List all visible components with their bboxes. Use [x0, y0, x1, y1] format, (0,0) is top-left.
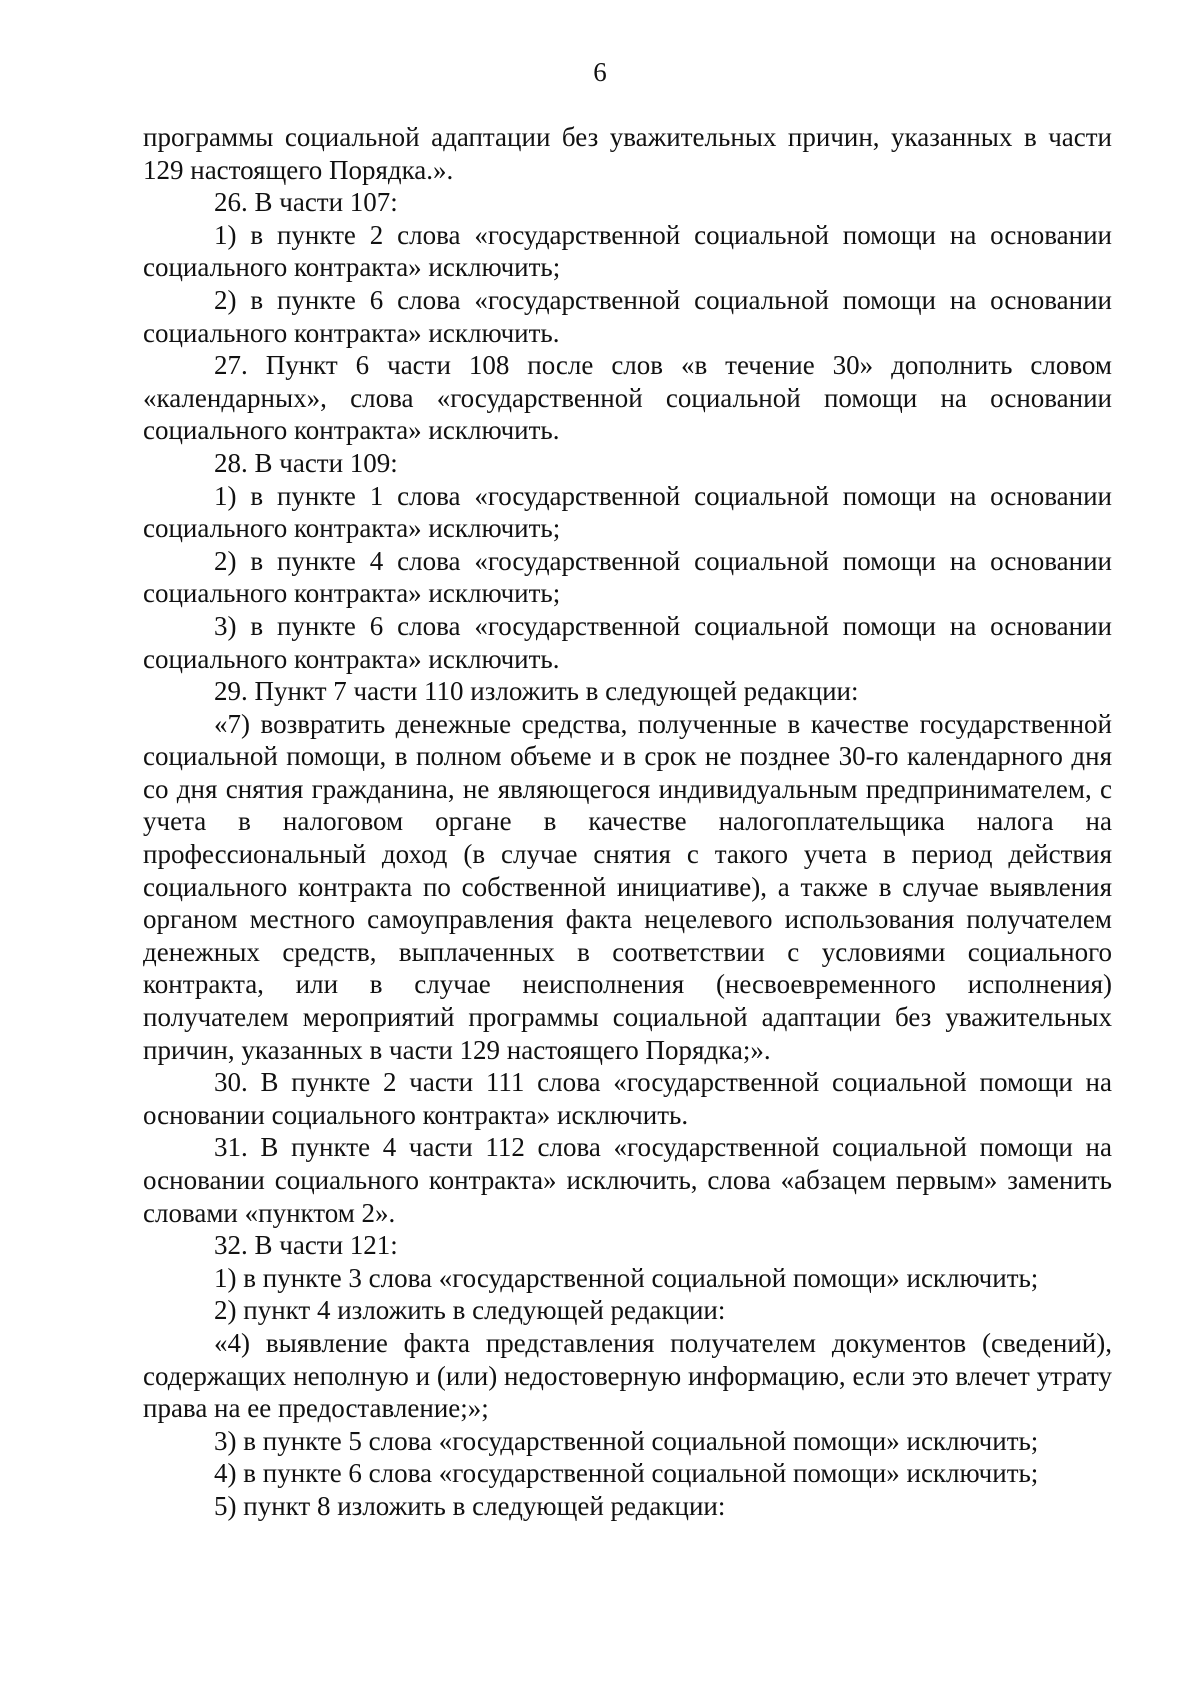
paragraph-26-item-2: 2) в пункте 6 слова «государственной социальной помощи на основании социального контракта» исключить. — [143, 284, 1112, 348]
paragraph-32: 32. В части 121: — [214, 1230, 398, 1261]
paragraph-28-item-1: 1) в пункте 1 слова «государственной социальной помощи на основании социального контракта» исключить; — [143, 480, 1112, 544]
paragraph-28: 28. В части 109: — [214, 447, 398, 478]
paragraph-29-quote: «7) возвратить денежные средства, полученные в качестве государственной социальной помощи, в полном объеме и в срок не позднее 30-го календарного дня со дня снятия гражданина, не являющегося индивидуальным предпринимателем, с учета в налоговом органе в качестве налогоплательщика налога на профессиональный доход (в случае снятия с такого учета в период действия социального контракта по собственной инициативе), а также в случае выявления органом местного самоуправления факта нецелевого использования получателем денежных средств, выплаченных в соответствии с условиями социального контракта, или в случае неисполнения (несвоевременного исполнения) получателем мероприятий программы социальной адаптации без уважительных причин, указанных в части 129 настоящего Порядка;». — [143, 708, 1112, 1065]
document-body — [143, 121, 1112, 1523]
paragraph-32-item-3: 3) в пункте 5 слова «государственной социальной помощи» исключить; — [214, 1425, 1039, 1456]
paragraph-27: 27. Пункт 6 части 108 после слов «в течение 30» дополнить словом «календарных», слова «государственной социальной помощи на основании социального контракта» исключить. — [143, 350, 1112, 446]
paragraph-32-item-1: 1) в пункте 3 слова «государственной социальной помощи» исключить; — [214, 1262, 1039, 1293]
paragraph-31: 31. В пункте 4 части 112 слова «государственной социальной помощи на основании социального контракта» исключить, слова «абзацем первым» заменить словами «пунктом 2». — [143, 1132, 1112, 1228]
paragraph-32-item-2-quote: «4) выявление факта представления получателем документов (сведений), содержащих неполную и (или) недостоверную информацию, если это влечет утрату права на ее предоставление;»; — [143, 1327, 1112, 1424]
paragraph-continuation: программы социальной адаптации без уважительных причин, указанных в части 129 настоящего Порядка.». — [143, 122, 1112, 185]
paragraph-26: 26. В части 107: — [214, 187, 398, 218]
paragraph-32-item-5: 5) пункт 8 изложить в следующей редакции: — [214, 1490, 726, 1521]
paragraph-30: 30. В пункте 2 части 111 слова «государственной социальной помощи на основании социального контракта» исключить. — [143, 1067, 1112, 1130]
paragraph-28-item-3: 3) в пункте 6 слова «государственной социальной помощи на основании социального контракта» исключить. — [143, 610, 1112, 674]
paragraph-32-item-4: 4) в пункте 6 слова «государственной социальной помощи» исключить; — [214, 1458, 1039, 1489]
page-number: 6 — [593, 57, 607, 87]
paragraph-29: 29. Пункт 7 части 110 изложить в следующей редакции: — [214, 676, 859, 707]
paragraph-32-item-2: 2) пункт 4 изложить в следующей редакции: — [214, 1295, 726, 1326]
paragraph-28-item-2: 2) в пункте 4 слова «государственной социальной помощи на основании социального контракта» исключить; — [143, 545, 1112, 609]
paragraph-26-item-1: 1) в пункте 2 слова «государственной социальной помощи на основании социального контракта» исключить; — [143, 219, 1112, 283]
